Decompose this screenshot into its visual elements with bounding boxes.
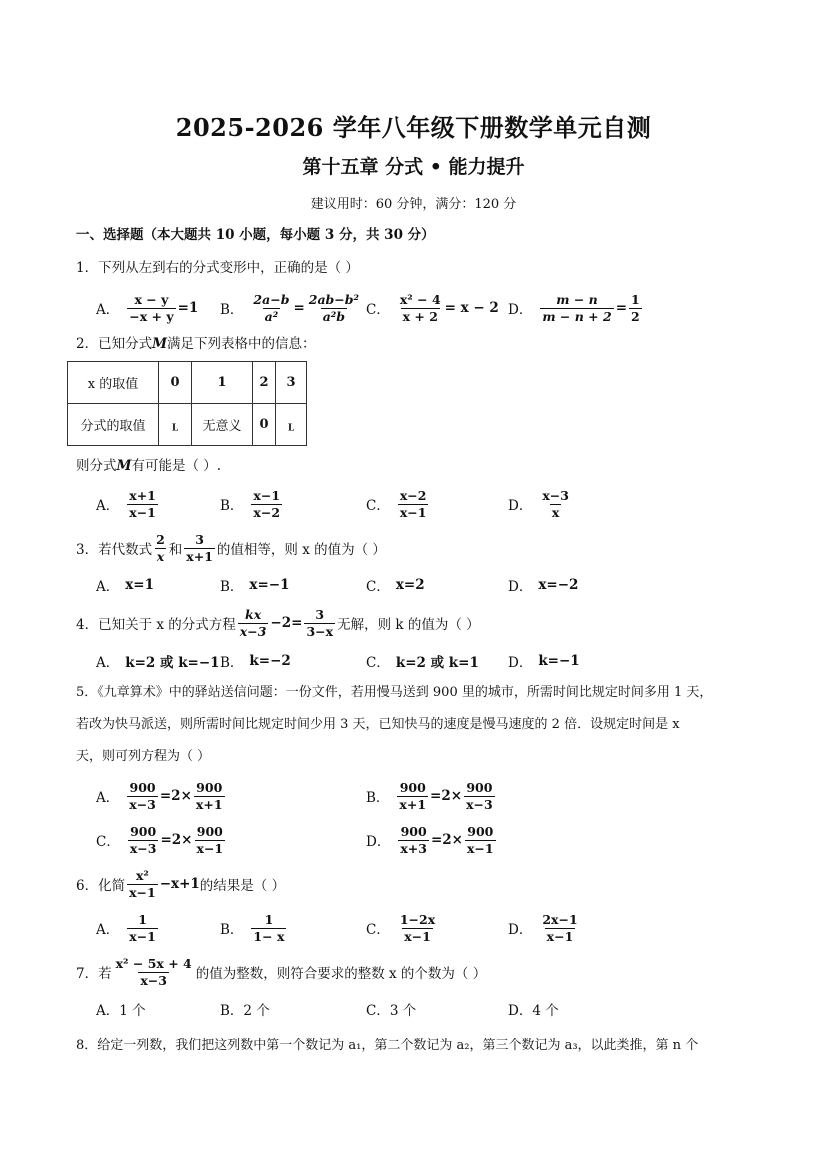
q5-option-c[interactable]: C． $\frac{900}{x-3}$ =2× $\frac{900}{x-1}$ — [96, 823, 224, 856]
q3-option-b[interactable]: B． x=−1 — [220, 577, 290, 595]
q7-option-a[interactable]: A．1 个 — [96, 1003, 146, 1019]
q1-option-d[interactable]: D． $\frac{m - n}{m - n + 2}$ = $\frac{1}{2}$ — [508, 291, 640, 324]
table-row: x 的取值 0 1 2 3 — [68, 362, 307, 404]
q6-stem: 6．化简 $\frac{\text{x²}}{x-1}$ −x+1 的结果是（ ） — [76, 867, 286, 900]
q7-option-c[interactable]: C．3 个 — [366, 1003, 417, 1019]
q4-option-b[interactable]: B． k=−2 — [220, 653, 291, 671]
q7-option-d[interactable]: D．4 个 — [508, 1003, 559, 1019]
q1-stem: 1．下列从左到右的分式变形中，正确的是（ ） — [76, 260, 359, 276]
q2-option-d[interactable]: D． $\frac{x-3}{x}$ — [508, 487, 569, 520]
q4-stem: 4．已知关于 x 的分式方程 $\frac{kx}{x-3}$ −2= $\frac{3}{3-x}$ 无解，则 k 的值为（ ） — [76, 606, 480, 639]
section-heading: 一、选择题（本大题共 10 小题，每小题 3 分，共 30 分） — [76, 227, 435, 243]
q3-option-c[interactable]: C． x=2 — [366, 577, 425, 595]
q6-option-c[interactable]: C． $\frac{1-2x}{x-1}$ — [366, 911, 436, 944]
page-title: 2025-2026 学年八年级下册数学单元自测 — [175, 113, 652, 142]
q2-value-table — [67, 361, 307, 446]
q2-option-c[interactable]: C． $\frac{x-2}{x-1}$ — [366, 487, 427, 520]
q4-option-d[interactable]: D． k=−1 — [508, 653, 580, 671]
q2-followup: 则分式M有可能是（ ）. — [76, 458, 222, 474]
q7-option-b[interactable]: B．2 个 — [220, 1003, 270, 1019]
q8-line-1: 8．给定一列数，我们把这列数中第一个数记为 a₁，第二个数记为 a₂，第三个数记为 a₃，以此类推，第 n 个 — [76, 1038, 699, 1053]
q2-option-b[interactable]: B． $\frac{x-1}{x-2}$ — [220, 487, 281, 520]
q3-option-a[interactable]: A． x=1 — [96, 577, 155, 595]
q7-stem: 7．若 $\frac{\text{x² − 5x + 4}}{x-3}$ 的值为整数，则符合要求的整数 x 的个数为（ ） — [76, 955, 487, 988]
q1-option-b[interactable]: B． $\frac{2a-b}{\text{a²}}$ = $\frac{\text{2ab−b²}}{\text{a²b}}$ — [220, 291, 359, 324]
q5-option-b[interactable]: B． $\frac{900}{x+1}$ =2× $\frac{900}{x-3}$ — [366, 779, 493, 812]
q1-option-a[interactable]: A． $\frac{x - y}{-x + y}$ =1 — [96, 291, 199, 324]
q3-stem: 3．若代数式 $\frac{2}{x}$ 和 $\frac{3}{x+1}$ 的值相等，则 x 的值为（ ） — [76, 531, 386, 564]
q4-option-c[interactable]: C． k=2 或 k=1 — [366, 655, 479, 671]
q1-option-c[interactable]: C． $\frac{\text{x² − 4}}{x + 2}$ = x − 2 — [366, 291, 499, 324]
q5-line-3: 天，则可列方程为（ ） — [76, 749, 211, 764]
time-score-info: 建议用时：60 分钟，满分：120 分 — [310, 197, 517, 212]
q4-option-a[interactable]: A． k=2 或 k=−1 — [96, 655, 220, 671]
q6-option-d[interactable]: D． $\frac{2x-1}{x-1}$ — [508, 911, 578, 944]
q5-line-1: 5．《九章算术》中的驿站送信问题：一份文件，若用慢马送到 900 里的城市，所需时间比规定时间多用 1 天， — [76, 685, 713, 700]
q2-option-a[interactable]: A． $\frac{x+1}{x-1}$ — [96, 487, 156, 520]
q5-option-d[interactable]: D． $\frac{900}{x+3}$ =2× $\frac{900}{x-1}$ — [366, 823, 494, 856]
q3-option-d[interactable]: D． x=−2 — [508, 577, 579, 595]
q6-option-a[interactable]: A． $\frac{1}{x-1}$ — [96, 911, 156, 944]
q5-line-2: 若改为快马派送，则所需时间比规定时间少用 3 天，已知快马的速度是慢马速度的 2 倍．设规定时间是 x — [76, 717, 680, 732]
q2-stem: 2．已知分式M满足下列表格中的信息： — [76, 336, 316, 352]
page-subtitle: 第十五章 分式 • 能力提升 — [302, 156, 525, 178]
q6-option-b[interactable]: B． $\frac{1}{1- x}$ — [220, 911, 285, 944]
table-row: 分式的取值 $_L$ 无意义 0 $_L$ — [68, 404, 307, 446]
q5-option-a[interactable]: A． $\frac{900}{x-3}$ =2× $\frac{900}{x+1}$ — [96, 779, 223, 812]
